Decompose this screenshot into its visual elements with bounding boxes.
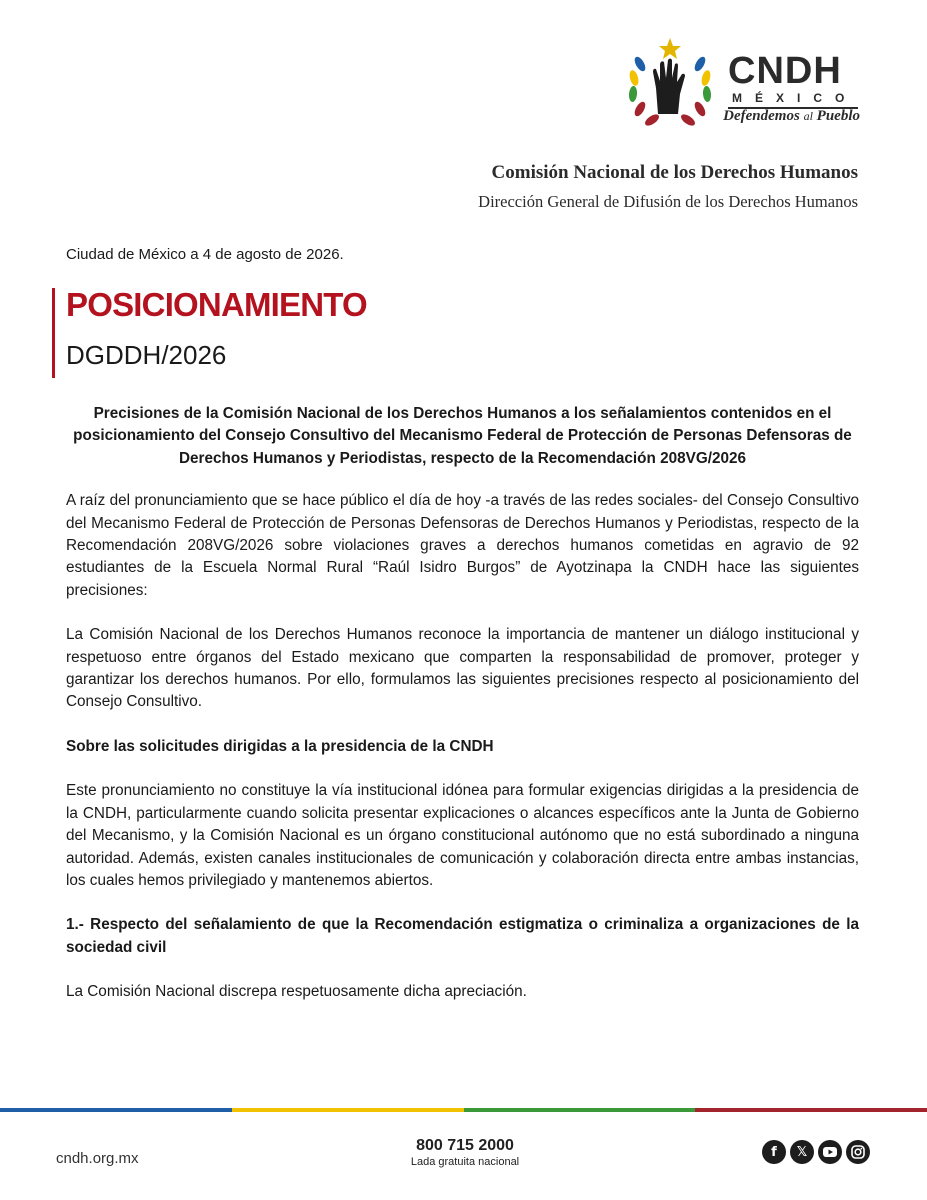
paragraph-1: A raíz del pronunciamiento que se hace público el día de hoy -a través de las redes sociales- del Consejo Consultivo del Mecanismo Federal de Protección de Personas Defensoras de Derechos Humanos y Periodistas, respecto de la Recomendación 208VG/2026 sobre violaciones graves a derechos humanos cometidas en agravio de 92 estudiantes de la Escuela Normal Rural “Raúl Isidro Burgos” de Ayotzinapa la CNDH hace las siguientes precisiones: (66, 492, 859, 599)
motto-mid: al (803, 109, 813, 123)
paragraph-3: Este pronunciamiento no constituye la vía institucional idónea para formular exigencias dirigidas a la presidencia de la CNDH, particularmente cuando solicita presentar explicaciones o alcances específicos ante la Junta de Gobierno del Mecanismo, y la Comisión Nacional es un órgano constitucional autónomo que no está subordinado a ninguna autoridad. Además, existen canales institucionales de comunicación y colaboración directa entre ambas instancias, los cuales hemos privilegiado y mantenemos abiertos. (66, 782, 859, 889)
logo-wordmark: CNDH (728, 50, 842, 92)
x-icon[interactable]: 𝕏 (790, 1140, 814, 1164)
youtube-icon[interactable] (818, 1140, 842, 1164)
lead-paragraph: Precisiones de la Comisión Nacional de los Derechos Humanos a los señalamientos contenidos en el posicionamiento del Consejo Consultivo del Mecanismo Federal de Protección de Personas Defensoras de Derechos Humanos y Periodistas, respecto de la Recomendación 208VG/2026 (73, 405, 852, 467)
paragraph-2: La Comisión Nacional de los Derechos Humanos reconoce la importancia de mantener un diálogo institucional y respetuoso entre órganos del Estado mexicano que comparten la responsabilidad de promover, proteger y garantizar los derechos humanos. Por ello, formulamos las siguientes precisiones respecto al posicionamiento del Consejo Consultivo. (66, 626, 859, 711)
org-name: Comisión Nacional de los Derechos Humanos (491, 162, 858, 183)
logo-country: MÉXICO (732, 91, 858, 105)
stripe-green (464, 1108, 696, 1112)
footer-color-stripe (0, 1108, 927, 1112)
section-heading-1: Sobre las solicitudes dirigidas a la presidencia de la CNDH (66, 737, 494, 755)
facebook-icon[interactable]: f (762, 1140, 786, 1164)
paragraph-4: La Comisión Nacional discrepa respetuosamente dicha apreciación. (66, 983, 527, 1001)
cndh-logo (620, 36, 870, 136)
document-body (66, 403, 859, 1026)
stripe-blue (0, 1108, 232, 1112)
stripe-yellow (232, 1108, 464, 1112)
stripe-red (695, 1108, 927, 1112)
org-subtitle: Dirección General de Difusión de los Derechos Humanos (478, 192, 858, 211)
footer-phone: 800 715 2000 (416, 1137, 514, 1154)
document-date: Ciudad de México a 4 de agosto de 2026. (66, 246, 344, 263)
title-accent-bar (52, 288, 55, 378)
document-title: POSICIONAMIENTO (66, 286, 367, 323)
logo-motto (710, 108, 860, 125)
motto-end: Pueblo (816, 108, 860, 124)
social-links (762, 1140, 870, 1164)
footer-phone-caption: Lada gratuita nacional (410, 1156, 520, 1168)
document-code: DGDDH/2026 (66, 340, 227, 370)
instagram-icon[interactable] (846, 1140, 870, 1164)
footer-website-link[interactable]: cndh.org.mx (56, 1150, 139, 1167)
section-heading-2: 1.- Respecto del señalamiento de que la Recomendación estigmatiza o criminaliza a organizaciones de la sociedad civil (66, 916, 859, 956)
motto-main: Defendemos (723, 108, 800, 124)
cndh-emblem-icon (620, 36, 720, 136)
